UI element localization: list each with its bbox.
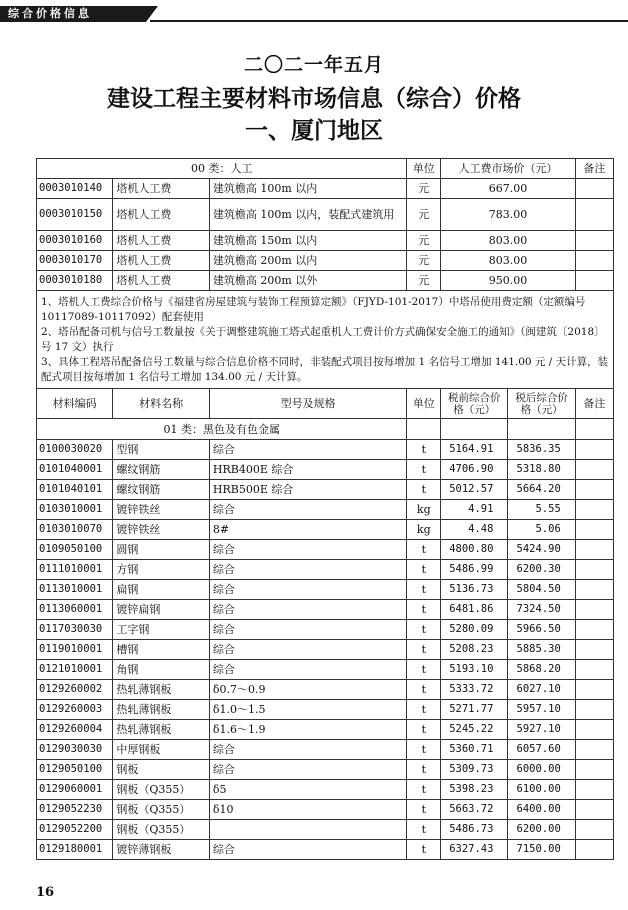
labor-note [575, 271, 613, 291]
material-code: 0129060001 [37, 780, 113, 800]
material-code: 0129260004 [37, 720, 113, 740]
price-table [36, 158, 614, 860]
material-code: 0117030030 [37, 620, 113, 640]
material-note [575, 600, 613, 620]
labor-unit-header: 单位 [407, 159, 441, 179]
labor-unit: 元 [407, 199, 441, 231]
material-post-tax-price: 6200.30 [508, 560, 575, 580]
material-post-tax-price: 5804.50 [508, 580, 575, 600]
material-pre-tax-price: 5398.23 [441, 780, 508, 800]
material-name: 热轧薄钢板 [113, 700, 210, 720]
labor-row [37, 179, 614, 199]
table-row [37, 700, 614, 720]
labor-header-row [37, 159, 614, 179]
table-row [37, 820, 614, 840]
labor-spec: 建筑檐高 100m 以内，装配式建筑用 [209, 199, 407, 231]
material-spec: 综合 [209, 760, 407, 780]
material-spec: 综合 [209, 740, 407, 760]
labor-name: 塔机人工费 [113, 199, 210, 231]
material-post-tax-price: 5966.50 [508, 620, 575, 640]
material-post-tax-price: 6057.60 [508, 740, 575, 760]
material-code: 0101040001 [37, 460, 113, 480]
material-note [575, 820, 613, 840]
material-unit: t [407, 680, 441, 700]
material-pre-tax-price: 6481.86 [441, 600, 508, 620]
material-post-tax-price: 5957.10 [508, 700, 575, 720]
category-blank [441, 419, 508, 440]
material-name: 工字钢 [113, 620, 210, 640]
table-row [37, 480, 614, 500]
material-name: 中厚钢板 [113, 740, 210, 760]
header-spec: 型号及规格 [209, 389, 407, 419]
material-spec: 综合 [209, 540, 407, 560]
material-unit: t [407, 480, 441, 500]
material-unit: t [407, 440, 441, 460]
material-post-tax-price: 5.55 [508, 500, 575, 520]
material-unit: kg [407, 520, 441, 540]
labor-code: 0003010160 [37, 231, 113, 251]
material-pre-tax-price: 5245.22 [441, 720, 508, 740]
material-note [575, 540, 613, 560]
material-note [575, 780, 613, 800]
table-row [37, 760, 614, 780]
labor-note [575, 251, 613, 271]
section-header-band [0, 6, 628, 22]
material-spec: 综合 [209, 840, 407, 860]
material-unit: kg [407, 500, 441, 520]
labor-note [575, 179, 613, 199]
material-note [575, 720, 613, 740]
material-pre-tax-price: 5486.73 [441, 820, 508, 840]
material-post-tax-price: 6027.10 [508, 680, 575, 700]
material-code: 0119010001 [37, 640, 113, 660]
labor-note-item: 1、塔机人工费综合价格与《福建省房屋建筑与装饰工程预算定额》（FJYD-101-2017）中塔吊使用费定额（定额编号 10117089-10117092）配套使用 [41, 295, 586, 323]
labor-name: 塔机人工费 [113, 271, 210, 291]
material-pre-tax-price: 5663.72 [441, 800, 508, 820]
table-row [37, 680, 614, 700]
material-code: 0103010070 [37, 520, 113, 540]
category-blank [508, 419, 575, 440]
table-row [37, 800, 614, 820]
labor-price: 667.00 [441, 179, 576, 199]
material-unit: t [407, 740, 441, 760]
material-unit: t [407, 640, 441, 660]
material-pre-tax-price: 5486.99 [441, 560, 508, 580]
material-post-tax-price: 6100.00 [508, 780, 575, 800]
material-pre-tax-price: 5012.57 [441, 480, 508, 500]
material-name: 热轧薄钢板 [113, 680, 210, 700]
material-code: 0121010001 [37, 660, 113, 680]
material-spec: 综合 [209, 500, 407, 520]
material-code: 0129180001 [37, 840, 113, 860]
material-pre-tax-price: 5193.10 [441, 660, 508, 680]
labor-price: 803.00 [441, 251, 576, 271]
material-note [575, 800, 613, 820]
material-code: 0113010001 [37, 580, 113, 600]
material-note [575, 560, 613, 580]
material-code: 0129052230 [37, 800, 113, 820]
material-name: 方钢 [113, 560, 210, 580]
material-code: 0101040101 [37, 480, 113, 500]
material-name: 型钢 [113, 440, 210, 460]
material-unit: t [407, 760, 441, 780]
material-post-tax-price: 7324.50 [508, 600, 575, 620]
labor-unit: 元 [407, 251, 441, 271]
table-row [37, 560, 614, 580]
header-pre-tax: 税前综合价格（元） [441, 389, 508, 419]
labor-row [37, 199, 614, 231]
material-code: 0129260003 [37, 700, 113, 720]
header-code: 材料编码 [37, 389, 113, 419]
material-note [575, 680, 613, 700]
table-row [37, 500, 614, 520]
material-post-tax-price: 7150.00 [508, 840, 575, 860]
header-name: 材料名称 [113, 389, 210, 419]
material-spec: HRB500E 综合 [209, 480, 407, 500]
material-spec: HRB400E 综合 [209, 460, 407, 480]
labor-notes-row [37, 291, 614, 389]
labor-code: 0003010140 [37, 179, 113, 199]
header-unit: 单位 [407, 389, 441, 419]
material-unit: t [407, 620, 441, 640]
main-title: 建设工程主要材料市场信息（综合）价格 [107, 85, 521, 112]
material-note [575, 580, 613, 600]
material-note [575, 500, 613, 520]
material-spec: δ5 [209, 780, 407, 800]
material-pre-tax-price: 5271.77 [441, 700, 508, 720]
material-unit: t [407, 700, 441, 720]
labor-category-cell: 00 类：人工 [37, 159, 407, 179]
labor-spec: 建筑檐高 100m 以内 [209, 179, 407, 199]
material-spec: 综合 [209, 640, 407, 660]
labor-name: 塔机人工费 [113, 231, 210, 251]
material-post-tax-price: 6200.00 [508, 820, 575, 840]
header-post-tax: 税后综合价格（元） [508, 389, 575, 419]
material-unit: t [407, 780, 441, 800]
material-post-tax-price: 5868.20 [508, 660, 575, 680]
material-spec: δ1.0～1.5 [209, 700, 407, 720]
material-unit: t [407, 840, 441, 860]
material-note [575, 460, 613, 480]
material-post-tax-price: 5.06 [508, 520, 575, 540]
labor-price-header: 人工费市场价（元） [441, 159, 576, 179]
labor-code: 0003010180 [37, 271, 113, 291]
material-header-row [37, 389, 614, 419]
material-spec: 综合 [209, 600, 407, 620]
labor-name: 塔机人工费 [113, 251, 210, 271]
material-pre-tax-price: 5333.72 [441, 680, 508, 700]
material-name: 镀锌铁丝 [113, 520, 210, 540]
material-post-tax-price: 6000.00 [508, 760, 575, 780]
material-spec: 综合 [209, 620, 407, 640]
table-row [37, 720, 614, 740]
labor-note-item: 2、塔吊配备司机与信号工数量按《关于调整建筑施工塔式起重机人工费计价方式确保安全施工的通知》（闽建筑〔2018〕号 17 文）执行 [41, 325, 605, 353]
material-name: 钢板（Q355） [113, 800, 210, 820]
table-row [37, 840, 614, 860]
material-name: 角钢 [113, 660, 210, 680]
labor-code: 0003010150 [37, 199, 113, 231]
material-name: 圆钢 [113, 540, 210, 560]
material-name: 钢板（Q355） [113, 820, 210, 840]
material-spec: 综合 [209, 580, 407, 600]
material-spec: 综合 [209, 560, 407, 580]
material-pre-tax-price: 5136.73 [441, 580, 508, 600]
labor-spec: 建筑檐高 200m 以外 [209, 271, 407, 291]
material-name: 镀锌铁丝 [113, 500, 210, 520]
table-row [37, 740, 614, 760]
material-post-tax-price: 5664.20 [508, 480, 575, 500]
table-row [37, 620, 614, 640]
material-note [575, 440, 613, 460]
material-pre-tax-price: 5164.91 [441, 440, 508, 460]
material-note [575, 700, 613, 720]
material-name: 镀锌扁钢 [113, 600, 210, 620]
material-post-tax-price: 5885.30 [508, 640, 575, 660]
material-unit: t [407, 580, 441, 600]
category-label: 01 类：黑色及有色金属 [37, 419, 407, 440]
material-name: 钢板 [113, 760, 210, 780]
material-name: 钢板（Q355） [113, 780, 210, 800]
material-category-row [37, 419, 614, 440]
material-name: 扁钢 [113, 580, 210, 600]
date-title: 二〇二一年五月 [243, 54, 384, 76]
table-row [37, 580, 614, 600]
material-pre-tax-price: 5208.23 [441, 640, 508, 660]
material-unit: t [407, 600, 441, 620]
labor-code: 0003010170 [37, 251, 113, 271]
material-pre-tax-price: 4800.80 [441, 540, 508, 560]
labor-unit: 元 [407, 271, 441, 291]
material-pre-tax-price: 6327.43 [441, 840, 508, 860]
page-number: 16 [36, 885, 55, 900]
table-row [37, 600, 614, 620]
labor-note-header: 备注 [575, 159, 613, 179]
material-code: 0109050100 [37, 540, 113, 560]
material-pre-tax-price: 4.48 [441, 520, 508, 540]
material-name: 槽钢 [113, 640, 210, 660]
material-pre-tax-price: 4706.90 [441, 460, 508, 480]
labor-note [575, 231, 613, 251]
region-title: 一、厦门地区 [245, 117, 383, 144]
labor-unit: 元 [407, 231, 441, 251]
material-note [575, 620, 613, 640]
material-unit: t [407, 660, 441, 680]
material-note [575, 640, 613, 660]
material-post-tax-price: 5927.10 [508, 720, 575, 740]
material-post-tax-price: 6400.00 [508, 800, 575, 820]
material-note [575, 480, 613, 500]
material-code: 0100030020 [37, 440, 113, 460]
labor-price: 950.00 [441, 271, 576, 291]
material-code: 0103010001 [37, 500, 113, 520]
labor-notes [37, 291, 614, 389]
labor-name: 塔机人工费 [113, 179, 210, 199]
labor-spec: 建筑檐高 150m 以内 [209, 231, 407, 251]
category-blank [575, 419, 613, 440]
header-note: 备注 [575, 389, 613, 419]
material-code: 0129050100 [37, 760, 113, 780]
material-name: 热轧薄钢板 [113, 720, 210, 740]
header-rule [150, 20, 628, 22]
labor-row [37, 251, 614, 271]
material-post-tax-price: 5424.90 [508, 540, 575, 560]
material-unit: t [407, 560, 441, 580]
material-spec: δ10 [209, 800, 407, 820]
labor-note-item: 3、具体工程塔吊配备信号工数量与综合信息价格不同时，非装配式项目按每增加 1 名信号工增加 141.00 元 / 天计算，装配式项目按每增加 1 名信号工增加 134.00 元 / 天计算。 [41, 355, 609, 383]
material-note [575, 660, 613, 680]
material-unit: t [407, 720, 441, 740]
category-blank [407, 419, 441, 440]
table-row [37, 520, 614, 540]
material-post-tax-price: 5318.80 [508, 460, 575, 480]
material-pre-tax-price: 5309.73 [441, 760, 508, 780]
labor-note [575, 199, 613, 231]
material-unit: t [407, 800, 441, 820]
material-name: 螺纹钢筋 [113, 460, 210, 480]
material-post-tax-price: 5836.35 [508, 440, 575, 460]
material-spec: δ0.7～0.9 [209, 680, 407, 700]
material-note [575, 520, 613, 540]
labor-price: 783.00 [441, 199, 576, 231]
section-header-label: 综合价格信息 [0, 6, 146, 22]
material-code: 0129260002 [37, 680, 113, 700]
material-note [575, 760, 613, 780]
labor-row [37, 231, 614, 251]
material-note [575, 740, 613, 760]
material-pre-tax-price: 5280.09 [441, 620, 508, 640]
material-spec: δ1.6～1.9 [209, 720, 407, 740]
material-unit: t [407, 540, 441, 560]
material-spec: 综合 [209, 440, 407, 460]
labor-price: 803.00 [441, 231, 576, 251]
labor-unit: 元 [407, 179, 441, 199]
material-pre-tax-price: 4.91 [441, 500, 508, 520]
material-spec: 8# [209, 520, 407, 540]
table-row [37, 660, 614, 680]
material-name: 螺纹钢筋 [113, 480, 210, 500]
material-spec: 综合 [209, 660, 407, 680]
table-row [37, 440, 614, 460]
material-code: 0111010001 [37, 560, 113, 580]
labor-spec: 建筑檐高 200m 以内 [209, 251, 407, 271]
table-row [37, 540, 614, 560]
table-row [37, 640, 614, 660]
material-pre-tax-price: 5360.71 [441, 740, 508, 760]
material-spec [209, 820, 407, 840]
material-code: 0113060001 [37, 600, 113, 620]
material-unit: t [407, 820, 441, 840]
table-row [37, 780, 614, 800]
material-code: 0129030030 [37, 740, 113, 760]
material-unit: t [407, 460, 441, 480]
labor-row [37, 271, 614, 291]
table-row [37, 460, 614, 480]
material-name: 镀锌薄钢板 [113, 840, 210, 860]
material-note [575, 840, 613, 860]
material-code: 0129052200 [37, 820, 113, 840]
